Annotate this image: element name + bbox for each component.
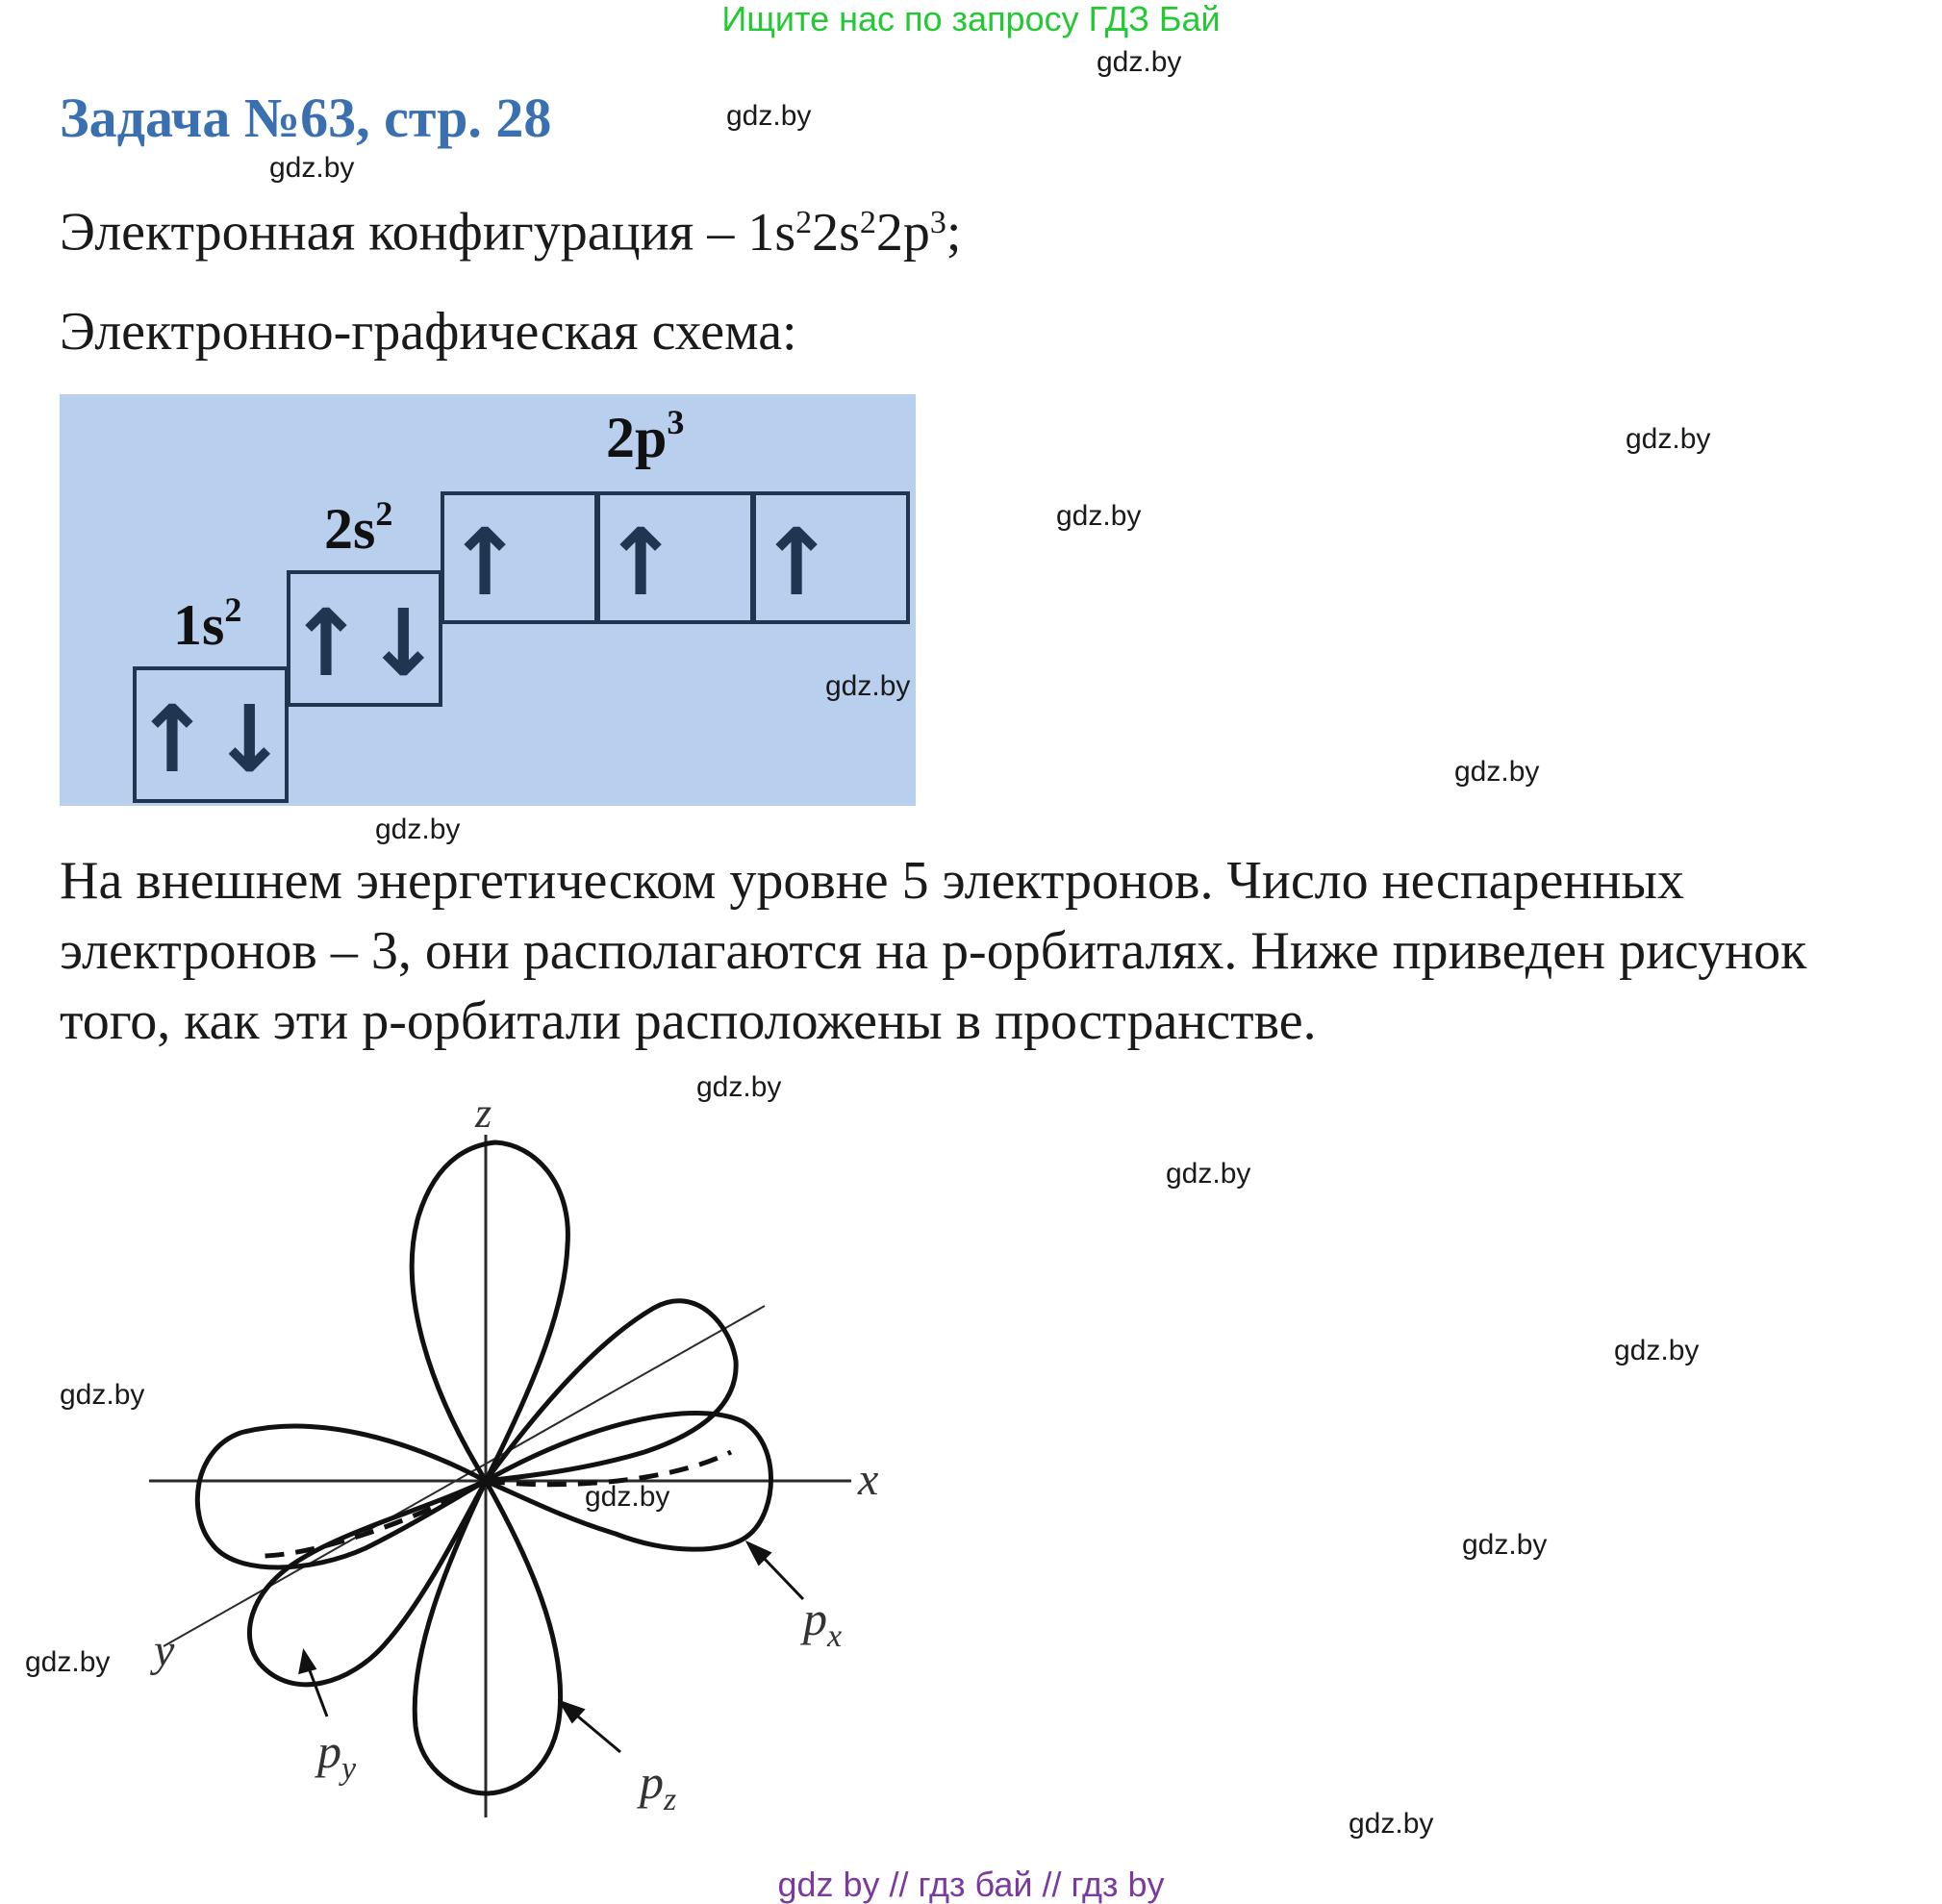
py-orbital-back-lobe — [486, 1301, 736, 1481]
pointer-px — [760, 1554, 803, 1599]
watermark: gdz.by — [25, 1646, 111, 1678]
watermark: gdz.by — [1166, 1158, 1251, 1190]
orbital-label-pz: $p_z$ — [640, 1755, 677, 1817]
py-orbital-front-lobe — [249, 1481, 486, 1685]
y-axis — [164, 1306, 765, 1646]
pointer-py — [308, 1666, 327, 1716]
sublevel-label-2p: $2p^3$ — [606, 403, 685, 469]
p-orbitals-figure — [135, 1087, 923, 1837]
config-term-2p: $2p^3$ — [875, 202, 946, 263]
axis-label-z: z — [475, 1090, 492, 1137]
config-term-1s: $1s^2$ — [747, 202, 813, 263]
watermark: gdz.by — [1626, 423, 1711, 455]
electron-arrows-2s: ↑↓ — [287, 589, 442, 697]
pointer-pz — [572, 1712, 620, 1752]
watermark: gdz.by — [696, 1071, 782, 1103]
electron-arrows-1s: ↑↓ — [133, 686, 289, 793]
watermark: gdz.by — [726, 100, 812, 132]
watermark: gdz.by — [1462, 1529, 1548, 1561]
scheme-label: Электронно-графическая схема: — [60, 302, 797, 362]
top-banner: Ищите нас по запросу ГДЗ Бай — [721, 0, 1221, 38]
watermark: gdz.by — [1454, 756, 1540, 788]
electron-arrow-2p-1: ↑ — [445, 509, 524, 616]
config-suffix: ; — [946, 202, 962, 263]
axis-label-x: x — [858, 1454, 879, 1505]
paragraph-line: того, как эти p-орбитали расположены в пространстве. — [60, 991, 1317, 1051]
watermark: gdz.by — [60, 1379, 145, 1411]
orbital-box-diagram — [60, 394, 916, 806]
electron-configuration — [60, 188, 961, 266]
paragraph-line: На внешнем энергетическом уровне 5 электронов. Число неспаренных — [60, 851, 1684, 911]
watermark: gdz.by — [1097, 46, 1182, 78]
axis-label-y: y — [154, 1625, 175, 1676]
watermark: gdz.by — [269, 152, 355, 184]
sublevel-label-1s: $1s^2$ — [173, 590, 242, 657]
sublevel-label-2s: $2s^2$ — [324, 494, 393, 561]
explanation-paragraph — [60, 846, 1916, 1057]
electron-arrow-2p-3: ↑ — [757, 509, 836, 616]
footer-links[interactable]: gdz by // гдз бай // гдз by — [777, 1865, 1165, 1904]
electron-arrow-2p-2: ↑ — [601, 509, 680, 616]
paragraph-line: электронов – 3, они располагаются на p-орбиталях. Ниже приведен рисунок — [60, 921, 1807, 981]
watermark: gdz.by — [1349, 1808, 1434, 1840]
pointer-py-head — [300, 1652, 315, 1672]
watermark: gdz.by — [1614, 1335, 1700, 1366]
watermark: gdz.by — [825, 670, 911, 702]
orbital-label-px: $p_x$ — [803, 1591, 843, 1654]
orbital-label-py: $p_y$ — [317, 1724, 357, 1787]
config-prefix: Электронная конфигурация – — [60, 202, 748, 263]
task-title: Задача №63, стр. 28 — [60, 87, 552, 149]
watermark: gdz.by — [1056, 500, 1142, 532]
pz-orbital-lower-lobe — [415, 1481, 560, 1793]
watermark: gdz.by — [585, 1481, 670, 1513]
watermark: gdz.by — [375, 814, 461, 845]
config-term-2s: $2s^2$ — [812, 202, 876, 263]
